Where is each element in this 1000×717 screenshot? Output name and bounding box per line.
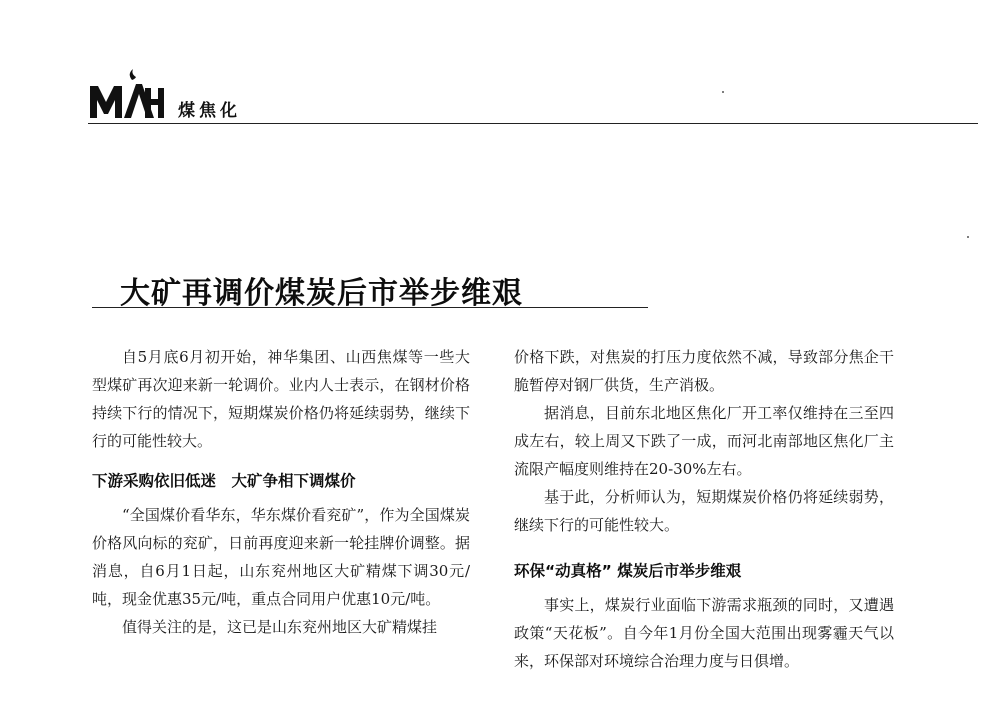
article-title: 大矿再调价煤炭后市举步维艰 (120, 276, 523, 311)
paragraph: 基于此，分析师认为，短期煤炭价格仍将延续弱势，继续下行的可能性较大。 (514, 488, 894, 534)
right-column (514, 343, 894, 675)
title-rule (92, 307, 648, 308)
left-column (92, 343, 470, 641)
scan-speck (722, 91, 724, 93)
paragraph: “全国煤价看华东，华东煤价看兖矿”，作为全国煤炭价格风向标的兖矿，日前再度迎来新一轮挂牌价调整。据消息，自6月1日起，山东兖州地区大矿精煤下调30元/吨，现金优惠35元/吨，重点合同用户优惠10元/吨。 (92, 506, 470, 608)
subhead-environmental-protection: 环保“动真格” 煤炭后市举步维艰 (514, 562, 742, 580)
section-name: 煤焦化 (178, 101, 241, 121)
header-rule (88, 123, 978, 124)
paragraph: 值得关注的是，这已是山东兖州地区大矿精煤挂 (122, 618, 438, 636)
paragraph: 据消息，目前东北地区焦化厂开工率仅维持在三至四成左右，较上周又下跌了一成，而河北南部地区焦化厂主流限产幅度则维持在20-30%左右。 (514, 404, 894, 478)
page-header (88, 66, 978, 126)
paragraph: 事实上，煤炭行业面临下游需求瓶颈的同时，又遭遇政策“天花板”。自今年1月份全国大范围出现雾霾天气以来，环保部对环境综合治理力度与日俱增。 (514, 596, 894, 670)
paragraph-continued: 价格下跌，对焦炭的打压力度依然不减，导致部分焦企干脆暂停对钢厂供货，生产消极。 (514, 348, 894, 394)
intro-paragraph: 自5月底6月初开始，神华集团、山西焦煤等一些大型煤矿再次迎来新一轮调价。业内人士表示，在钢材价格持续下行的情况下，短期煤炭价格仍将延续弱势，继续下行的可能性较大。 (92, 348, 470, 450)
subhead-downstream-purchasing: 下游采购依旧低迷 大矿争相下调煤价 (92, 472, 356, 490)
mh-coal-logo-icon (88, 66, 168, 122)
scan-speck (967, 236, 969, 238)
